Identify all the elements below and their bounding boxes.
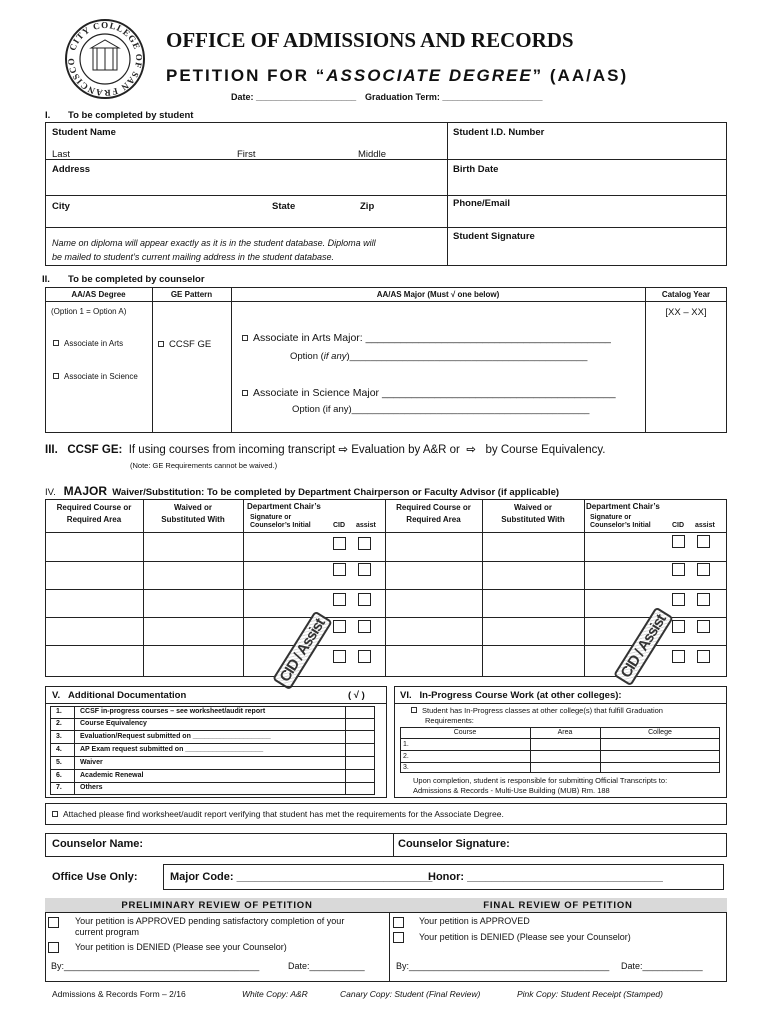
diploma-note-line1: Name on diploma will appear exactly as it is in the student database. Diploma will [52, 238, 376, 248]
col-major: AA/AS Major (Must √ one below) [376, 290, 500, 299]
transcript-note-line2: Admissions & Records - Multi-Use Building (MUB) Rm. 188 [413, 786, 610, 795]
doc-item-4[interactable]: AP Exam request submitted on ____________________ [80, 746, 264, 753]
col-required-r2: Required Area [406, 515, 461, 524]
col-required-course-right [385, 502, 482, 526]
col-waived-right [482, 502, 584, 526]
in-progress-checkbox[interactable] [411, 707, 417, 713]
section3-text-c: by Course Equivalency. [485, 444, 606, 456]
assist-checkbox[interactable] [358, 620, 371, 633]
in-progress-line1: Student has In-Progress classes at other college(s) that fulfill Graduation [422, 706, 663, 715]
canary-copy: Canary Copy: Student (Final Review) [340, 989, 481, 999]
cid-assist-stamp: CID / Assist [613, 607, 674, 687]
phone-email-field[interactable]: Phone/Email [453, 198, 511, 209]
petition-title [166, 66, 628, 86]
final-denied-checkbox[interactable] [393, 932, 404, 943]
col-cid-right: CID [672, 522, 685, 529]
section4-heading-line [45, 484, 559, 498]
svg-text:CITY COLLEGE OF SAN FRANCISCO: CITY COLLEGE OF SAN FRANCISCO [65, 19, 145, 99]
doc-item-7-num: 7. [56, 784, 62, 791]
cid-checkbox[interactable] [333, 593, 346, 606]
assist-checkbox[interactable] [697, 535, 710, 548]
ccsf-ge-checkbox[interactable] [158, 341, 164, 347]
cid-checkbox[interactable] [672, 535, 685, 548]
office-use-label: Office Use Only: [52, 871, 138, 883]
date-field[interactable]: Date: ____________________ [231, 92, 357, 102]
cid-checkbox[interactable] [672, 593, 685, 606]
cid-checkbox[interactable] [672, 620, 685, 633]
col-signature-right [590, 514, 651, 530]
col-chair-right: Department Chair’s [586, 502, 660, 511]
arts-option-ital: if any [323, 351, 347, 362]
associate-in-arts-option[interactable] [53, 339, 123, 348]
section6-title: In-Progress Course Work (at other colleges): [419, 690, 622, 701]
col-waived-l2: Substituted With [161, 515, 225, 524]
assist-checkbox[interactable] [697, 620, 710, 633]
section1-number: I. [45, 110, 51, 121]
col-assist-right: assist [695, 522, 715, 529]
graduation-term-field[interactable]: Graduation Term: ____________________ [365, 92, 543, 102]
arts-option-suffix: )_____________________________________________ [346, 351, 588, 362]
form-id: Admissions & Records Form – 2/16 [52, 989, 186, 999]
cid-checkbox[interactable] [672, 563, 685, 576]
arrow-right-icon: ⇨ [466, 444, 476, 456]
section6-title-line [400, 690, 622, 701]
in-progress-line2: Requirements: [425, 716, 474, 725]
doc-item-6[interactable]: Academic Renewal [80, 772, 144, 779]
zip-field[interactable]: Zip [360, 201, 375, 212]
diploma-note-line2: be mailed to student’s current mailing address in the student database. [52, 252, 335, 262]
counselor-name-field[interactable]: Counselor Name: [52, 838, 144, 850]
cid-checkbox[interactable] [333, 537, 346, 550]
petition-prefix: PETITION FOR “ [166, 66, 327, 85]
section1-heading: To be completed by student [68, 110, 194, 121]
assist-checkbox[interactable] [697, 650, 710, 663]
section4-subtitle: Waiver/Substitution: To be completed by Department Chairperson or Faculty Advisor (if applicable) [112, 487, 560, 498]
counselor-box [45, 833, 727, 857]
prelim-approved-l1: Your petition is APPROVED pending satisfactory completion of your [75, 916, 345, 926]
in-progress-row-1[interactable]: 1. [403, 741, 409, 748]
attached-note-checkbox[interactable] [52, 811, 58, 817]
arrow-right-icon: ⇨ [338, 444, 349, 456]
honor-field[interactable]: Honor: ________________________________ [428, 871, 663, 883]
doc-item-3-num: 3. [56, 733, 62, 740]
col-ge-pattern: GE Pattern [170, 290, 213, 299]
cid-checkbox[interactable] [333, 563, 346, 576]
doc-item-1[interactable]: CCSF in-progress courses – see worksheet/audit report [80, 708, 266, 715]
state-field[interactable]: State [272, 201, 296, 212]
doc-item-5-num: 5. [56, 759, 62, 766]
col-aa-as-degree: AA/AS Degree [71, 290, 126, 299]
in-progress-row-3[interactable]: 3. [403, 764, 409, 771]
final-approved-text: Your petition is APPROVED [419, 916, 530, 926]
final-review-title: FINAL REVIEW OF PETITION [483, 900, 633, 911]
science-major-field[interactable] [242, 387, 616, 399]
cid-checkbox[interactable] [333, 650, 346, 663]
col-waived-r2: Substituted With [501, 515, 565, 524]
section3-title: CCSF GE: [67, 444, 123, 456]
assist-checkbox[interactable] [697, 563, 710, 576]
counselor-signature-field[interactable]: Counselor Signature: [398, 838, 510, 850]
science-option-field[interactable]: Option (if any)_____________________________________________ [292, 404, 590, 415]
col-chair-left: Department Chair’s [247, 502, 321, 511]
ccsf-ge-option[interactable] [158, 339, 211, 350]
arts-major-text: Associate in Arts Major: __________________________________________ [253, 332, 611, 344]
college-seal-logo [64, 18, 146, 100]
associate-arts-checkbox[interactable] [53, 340, 59, 346]
cid-checkbox[interactable] [672, 650, 685, 663]
section5-title-line [52, 690, 186, 701]
attached-note-text: Attached please find worksheet/audit report verifying that student has met the requirements for the Associate Degree. [63, 809, 504, 819]
col-course: Course [453, 729, 477, 736]
doc-item-5[interactable]: Waiver [80, 759, 103, 766]
student-id-field[interactable]: Student I.D. Number [453, 127, 545, 138]
col-area: Area [557, 729, 573, 736]
attached-note[interactable] [52, 809, 504, 819]
last-name-field[interactable]: Last [52, 149, 70, 160]
col-assist-left: assist [356, 522, 376, 529]
associate-science-checkbox[interactable] [53, 373, 59, 379]
associate-arts-label: Associate in Arts [64, 339, 124, 348]
associate-science-label: Associate in Science [64, 372, 138, 381]
col-waived-left [143, 502, 243, 526]
prelim-denied-checkbox[interactable] [48, 942, 59, 953]
col-signature-left [250, 514, 311, 530]
assist-checkbox[interactable] [697, 593, 710, 606]
section4-number: IV. [45, 487, 56, 498]
catalog-year-value[interactable]: [XX – XX] [665, 307, 707, 318]
pink-copy: Pink Copy: Student Receipt (Stamped) [517, 989, 663, 999]
prelim-denied-text: Your petition is DENIED (Please see your Counselor) [75, 942, 287, 952]
col-required-r1: Required Course or [396, 503, 471, 512]
section2-number: II. [42, 274, 50, 285]
doc-item-1-num: 1. [56, 708, 62, 715]
col-catalog-year: Catalog Year [661, 290, 711, 299]
section4-title: MAJOR [63, 484, 108, 498]
final-approved-checkbox[interactable] [393, 917, 404, 928]
col-required-l1: Required Course or [56, 503, 132, 512]
col-sig-r1: Signature or [590, 514, 632, 521]
prelim-approved-checkbox[interactable] [48, 917, 59, 928]
doc-item-7[interactable]: Others [80, 784, 103, 791]
arts-major-field[interactable] [242, 332, 611, 344]
office-title: OFFICE OF ADMISSIONS AND RECORDS [166, 28, 574, 52]
assist-checkbox[interactable] [358, 650, 371, 663]
section3-text-a: If using courses from incoming transcript [128, 444, 336, 456]
doc-item-3[interactable]: Evaluation/Request submitted on ____________________ [80, 733, 271, 740]
ccsf-ge-label: CCSF GE [169, 339, 212, 350]
major-code-field[interactable]: Major Code: ________________________________ [170, 871, 433, 883]
city-field[interactable]: City [52, 201, 70, 212]
prelim-date-field[interactable]: Date:___________ [288, 961, 365, 971]
final-denied-text: Your petition is DENIED (Please see your Counselor) [419, 932, 631, 942]
col-sig-l1: Signature or [250, 514, 292, 521]
doc-item-2[interactable]: Course Equivalency [80, 720, 147, 727]
section5-number: V. [52, 690, 61, 701]
petition-degree: ASSOCIATE DEGREE [326, 66, 533, 85]
arts-option-prefix: Option ( [290, 351, 324, 362]
assist-checkbox[interactable] [358, 593, 371, 606]
assist-checkbox[interactable] [358, 537, 371, 550]
final-by-field[interactable]: By:________________________________________ [396, 961, 610, 971]
arts-major-checkbox[interactable] [242, 335, 248, 341]
col-waived-l1: Waived or [174, 503, 212, 512]
section3-number: III. [45, 444, 58, 456]
final-date-field[interactable]: Date:____________ [621, 961, 703, 971]
cid-checkbox[interactable] [333, 620, 346, 633]
address-field[interactable]: Address [52, 164, 91, 175]
birth-date-field[interactable]: Birth Date [453, 164, 499, 175]
first-name-field[interactable]: First [237, 149, 256, 160]
cid-assist-stamp: CID / Assist [272, 611, 333, 691]
section2-heading: To be completed by counselor [68, 274, 205, 285]
section6-number: VI. [400, 690, 412, 701]
section3-text-b: Evaluation by A&R or [351, 444, 460, 456]
in-progress-statement[interactable] [411, 706, 663, 726]
section5-title: Additional Documentation [68, 690, 187, 701]
col-sig-r2: Counselor’s Initial [590, 522, 651, 529]
in-progress-row-2[interactable]: 2. [403, 753, 409, 760]
science-major-text: Associate in Science Major ________________________________________ [253, 387, 616, 399]
col-college: College [648, 729, 672, 736]
col-waived-r1: Waived or [514, 503, 552, 512]
ge-note: (Note: GE Requirements cannot be waived.) [130, 461, 278, 470]
arts-option-field[interactable] [290, 351, 587, 362]
middle-name-field[interactable]: Middle [358, 149, 386, 160]
doc-item-6-num: 6. [56, 772, 62, 779]
assist-checkbox[interactable] [358, 563, 371, 576]
science-major-checkbox[interactable] [242, 390, 248, 396]
prelim-by-field[interactable]: By:_______________________________________ [51, 961, 260, 971]
white-copy: White Copy: A&R [242, 989, 308, 999]
transcript-note-line1: Upon completion, student is responsible for submitting Official Transcripts to: [413, 776, 668, 785]
petition-suffix: ” (AA/AS) [532, 66, 629, 85]
student-name-label: Student Name [52, 127, 116, 138]
preliminary-review-title: PRELIMINARY REVIEW OF PETITION [121, 900, 313, 911]
section3-line [45, 442, 605, 456]
prelim-approved-text [75, 916, 344, 938]
doc-item-2-num: 2. [56, 720, 62, 727]
col-required-course-left [45, 502, 143, 526]
associate-in-science-option[interactable] [53, 372, 138, 381]
check-column-header: ( √ ) [348, 690, 365, 701]
doc-item-4-num: 4. [56, 746, 62, 753]
prelim-approved-l2: current program [75, 927, 140, 937]
student-signature-field[interactable]: Student Signature [453, 231, 535, 242]
option-note: (Option 1 = Option A) [51, 307, 127, 316]
col-required-l2: Required Area [66, 515, 122, 524]
col-sig-l2: Counselor’s Initial [250, 522, 311, 529]
col-cid-left: CID [333, 522, 346, 529]
